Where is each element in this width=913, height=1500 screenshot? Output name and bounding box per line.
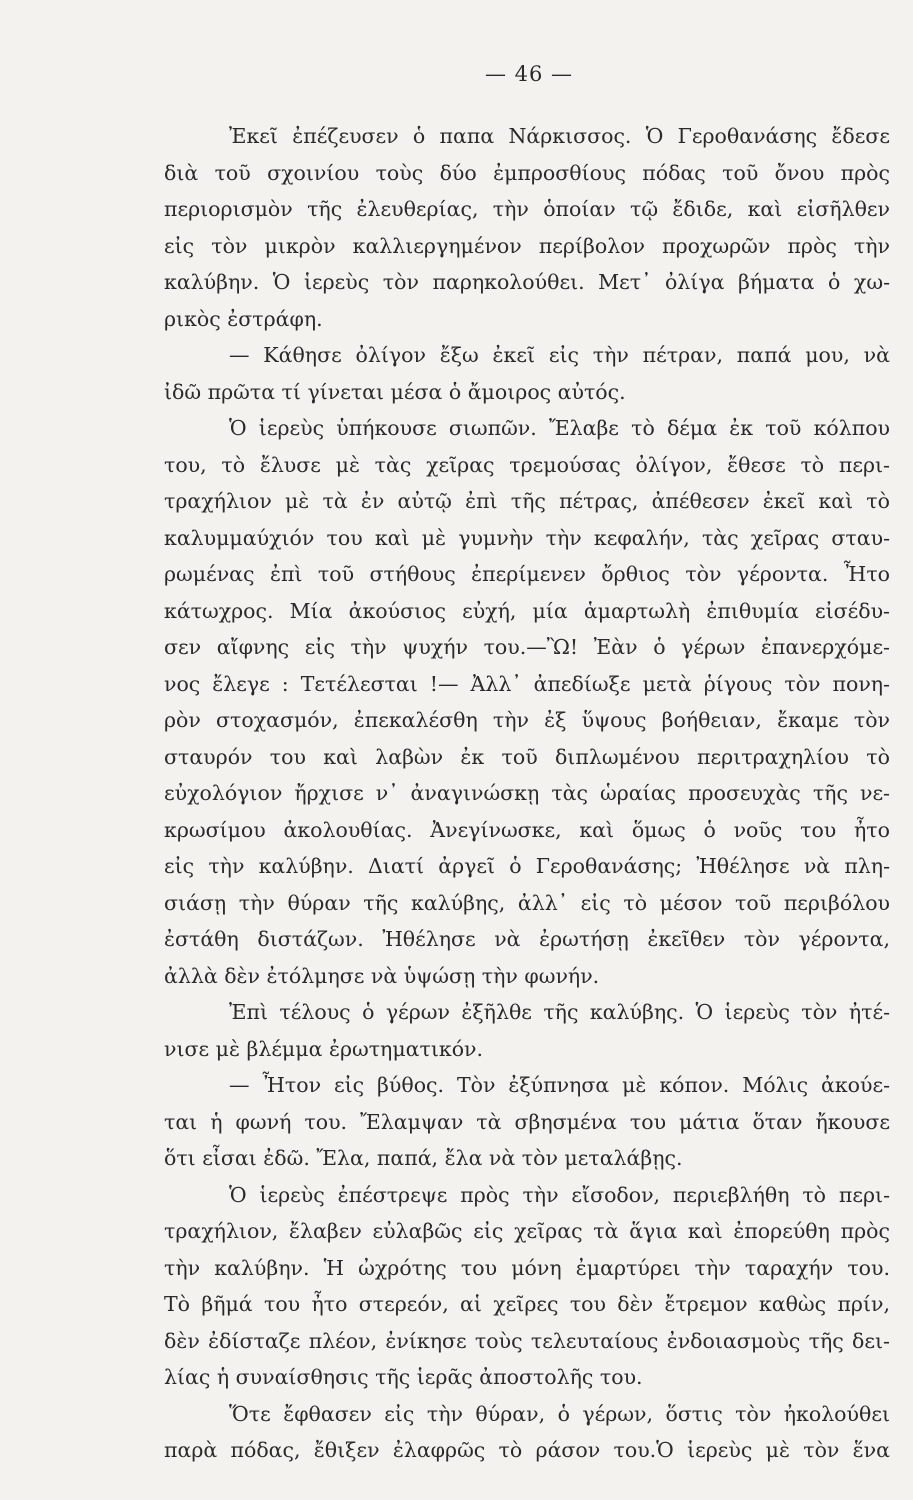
text-line: κρωσίμου ἀκολουθίας. Ἀνεγίνωσκε, καὶ ὅμως ὁ νοῦς του ἦτο bbox=[164, 817, 890, 842]
text-line: περιορισμὸν τῆς ἐλευθερίας, τὴν ὁποίαν τῷ ἔδιδε, καὶ εἰσῆλθεν bbox=[164, 197, 890, 221]
text-line: ρικὸς ἐστράφη. bbox=[164, 306, 323, 331]
text-line: τραχήλιον μὲ τὰ ἐν αὐτῷ ἐπὶ τῆς πέτρας, ἀπέθεσεν ἐκεῖ καὶ τὸ bbox=[164, 489, 890, 513]
text-line: νος ἔλεγε : Τετέλεσται !— Ἀλλ᾽ ἀπεδίωξε μετὰ ῥίγους τὸν πονη- bbox=[164, 671, 890, 696]
text-line: Ὁ ἱερεὺς ὑπήκουσε σιωπῶν. Ἔλαβε τὸ δέμα ἐκ τοῦ κόλπου bbox=[229, 416, 890, 440]
text-line: ται ἡ φωνή του. Ἔλαμψαν τὰ σβησμένα του μάτια ὅταν ἤκουσε bbox=[164, 1109, 890, 1134]
text-line: ρωμένας ἐπὶ τοῦ στήθους ἐπερίμενεν ὄρθιος τὸν γέροντα. Ἦτο bbox=[164, 562, 890, 586]
text-line: ὅτι εἶσαι ἐδῶ. Ἔλα, παπά, ἔλα νὰ τὸν μεταλάβῃς. bbox=[164, 1146, 683, 1170]
text-line: Τὸ βῆμά του ἦτο στερεόν, αἱ χεῖρες του δὲν ἔτρεμον καθὼς πρίν, bbox=[164, 1292, 890, 1316]
text-line: σταυρόν του καὶ λαβὼν ἐκ τοῦ διπλωμένου περιτραχηλίου τὸ bbox=[164, 744, 890, 769]
text-line: Ὁ ἱερεὺς ἐπέστρεψε πρὸς τὴν εἴσοδον, περιεβλήθη τὸ περι- bbox=[229, 1182, 890, 1207]
text-line: — Ἦτον εἰς βύθος. Τὸν ἐξύπνησα μὲ κόπον. Μόλις ἀκούε- bbox=[229, 1073, 890, 1097]
text-line: εἰς τὸν μικρὸν καλλιεργημένον περίβολον προχωρῶν πρὸς τὴν bbox=[164, 233, 890, 258]
text-line: νισε μὲ βλέμμα ἐρωτηματικόν. bbox=[164, 1036, 484, 1061]
text-line: ἀλλὰ δὲν ἐτόλμησε νὰ ὑψώσῃ τὴν φωνήν. bbox=[164, 963, 600, 988]
text-line: λίας ἡ συναίσθησις τῆς ἱερᾶς ἀποστολῆς του. bbox=[164, 1365, 643, 1389]
body-text bbox=[164, 118, 890, 1469]
text-line: — Κάθησε ὀλίγον ἔξω ἐκεῖ εἰς τὴν πέτραν, παπά μου, νὰ bbox=[229, 343, 890, 367]
text-line: δὲν ἐδίσταζε πλέον, ἐνίκησε τοὺς τελευταίους ἐνδοιασμοὺς τῆς δει- bbox=[164, 1328, 890, 1353]
text-line: ρὸν στοχασμόν, ἐπεκαλέσθη τὴν ἐξ ὕψους βοήθειαν, ἔκαμε τὸν bbox=[164, 708, 890, 732]
text-line: Ὅτε ἔφθασεν εἰς τὴν θύραν, ὁ γέρων, ὅστις τὸν ἠκολούθει bbox=[229, 1401, 890, 1426]
text-line: σεν αἴφνης εἰς τὴν ψυχήν του.—Ὢ! Ἐὰν ὁ γέρων ἐπανερχόμε- bbox=[164, 635, 890, 659]
text-line: ἐστάθη διστάζων. Ἠθέλησε νὰ ἐρωτήσῃ ἐκεῖθεν τὸν γέροντα, bbox=[164, 927, 890, 951]
text-line: διὰ τοῦ σχοινίου τοὺς δύο ἐμπροσθίους πόδας τοῦ ὄνου πρὸς bbox=[164, 160, 890, 185]
text-line: καλυμμαύχιόν του καὶ μὲ γυμνὴν τὴν κεφαλήν, τὰς χεῖρας σταυ- bbox=[164, 525, 890, 550]
text-line: Ἐκεῖ ἐπέζευσεν ὁ παπα Νάρκισσος. Ὁ Γεροθανάσης ἔδεσε bbox=[229, 124, 890, 148]
text-line: τραχήλιον, ἔλαβεν εὐλαβῶς εἰς χεῖρας τὰ ἅγια καὶ ἐπορεύθη πρὸς bbox=[164, 1219, 890, 1243]
text-line: σιάσῃ τὴν θύραν τῆς καλύβης, ἀλλ᾽ εἰς τὸ μέσον τοῦ περιβόλου bbox=[164, 890, 890, 915]
text-line: κάτωχρος. Μία ἀκούσιος εὐχή, μία ἁμαρτωλὴ ἐπιθυμία εἰσέδυ- bbox=[164, 598, 890, 623]
page-number: — 46 — bbox=[484, 62, 574, 86]
text-line: καλύβην. Ὁ ἱερεὺς τὸν παρηκολούθει. Μετ᾽ ὀλίγα βήματα ὁ χω- bbox=[164, 270, 890, 294]
text-line: τὴν καλύβην. Ἡ ὠχρότης του μόνη ἐμαρτύρει τὴν ταραχήν του. bbox=[164, 1255, 890, 1280]
text-line: Ἐπὶ τέλους ὁ γέρων ἐξῆλθε τῆς καλύβης. Ὁ ἱερεὺς τὸν ἠτέ- bbox=[229, 1000, 890, 1024]
text-line: εὐχολόγιον ἤρχισε ν᾽ ἀναγινώσκῃ τὰς ὡραίας προσευχὰς τῆς νε- bbox=[164, 781, 890, 805]
text-line: ἰδῶ πρῶτα τί γίνεται μέσα ὁ ἄμοιρος αὐτός. bbox=[164, 379, 626, 404]
text-line: παρὰ πόδας, ἔθιξεν ἐλαφρῶς τὸ ράσον του.Ὁ ἱερεὺς μὲ τὸν ἕνα bbox=[164, 1438, 890, 1462]
text-line: του, τὸ ἔλυσε μὲ τὰς χεῖρας τρεμούσας ὀλίγον, ἔθεσε τὸ περι- bbox=[164, 452, 890, 477]
text-line: εἰς τὴν καλύβην. Διατί ἀργεῖ ὁ Γεροθανάσης; Ἠθέλησε νὰ πλη- bbox=[164, 854, 890, 878]
